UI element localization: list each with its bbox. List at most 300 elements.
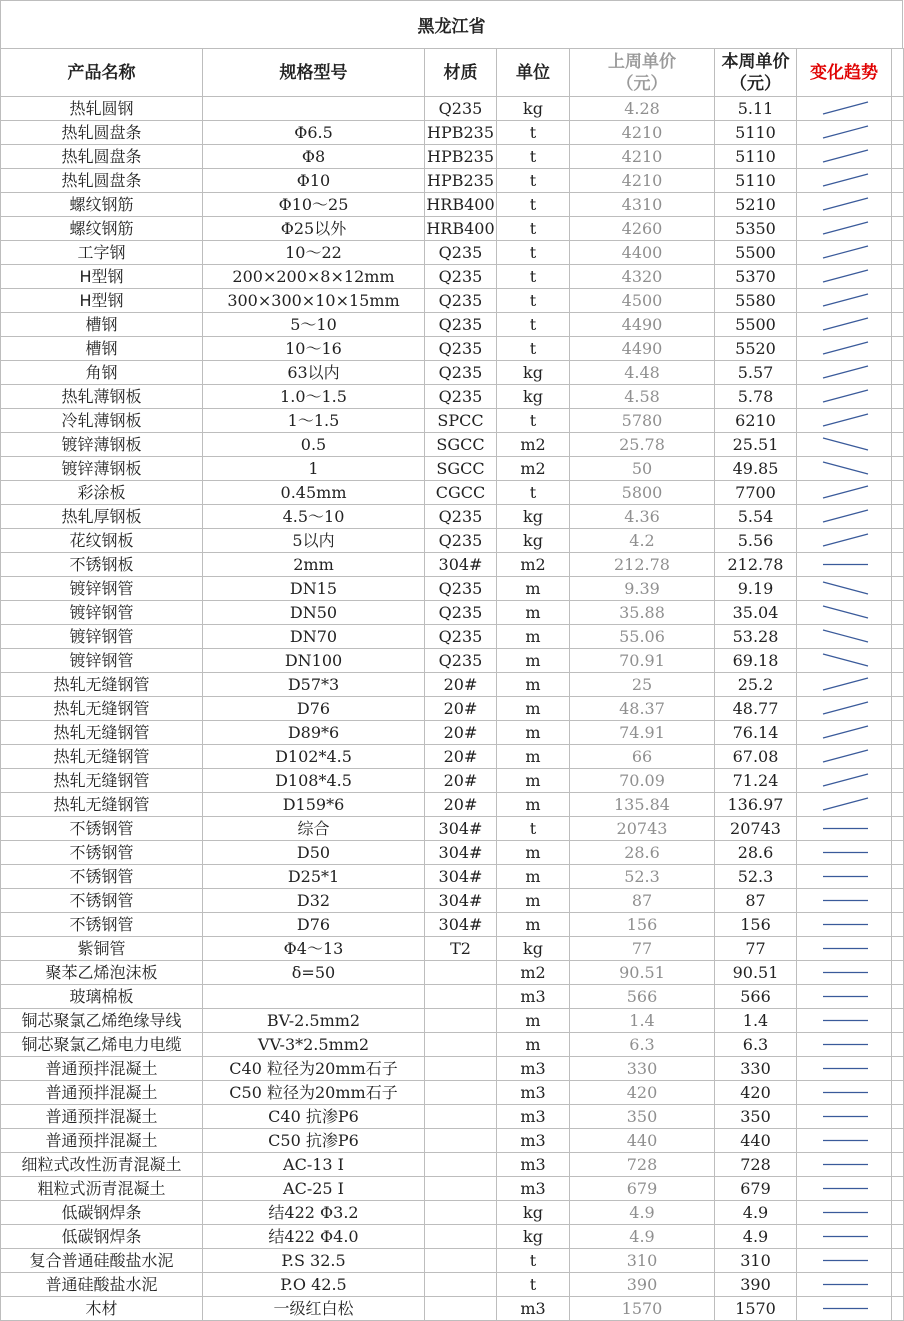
cell-name: H型钢 [1,289,203,313]
cell-curr-price: 5520 [715,337,797,361]
cell-spec: D25*1 [203,865,425,889]
cell-unit: m2 [497,553,570,577]
cell-prev-price: 4.2 [570,529,715,553]
cell-unit: m [497,601,570,625]
cell-trend [797,1177,892,1201]
table-row [1,265,904,289]
cell-curr-price: 350 [715,1105,797,1129]
cell-spec: P.S 32.5 [203,1249,425,1273]
cell-material: HPB235 [425,121,497,145]
cell-trend [797,457,892,481]
cell-name: 彩涂板 [1,481,203,505]
cell-spec: Φ10～25 [203,193,425,217]
trend-up-icon [797,217,892,240]
cell-trend [797,1201,892,1225]
cell-material: CGCC [425,481,497,505]
cell-material [425,1009,497,1033]
cell-name: 低碳钢焊条 [1,1225,203,1249]
header-name: 产品名称 [1,49,203,97]
table-row [1,409,904,433]
cell-material [425,1057,497,1081]
cell-spacer [892,937,904,961]
cell-name: 玻璃棉板 [1,985,203,1009]
table-row [1,313,904,337]
cell-spacer [892,1129,904,1153]
cell-spec: Φ4～13 [203,937,425,961]
cell-unit: m [497,721,570,745]
cell-name: 不锈钢板 [1,553,203,577]
cell-curr-price: 5500 [715,241,797,265]
cell-curr-price: 728 [715,1153,797,1177]
cell-spacer [892,1201,904,1225]
cell-material: T2 [425,937,497,961]
cell-spacer [892,553,904,577]
cell-spec: DN100 [203,649,425,673]
cell-trend [797,1297,892,1321]
cell-prev-price: 4310 [570,193,715,217]
cell-spacer [892,745,904,769]
cell-curr-price: 5.54 [715,505,797,529]
cell-material: 304# [425,889,497,913]
cell-name: 槽钢 [1,337,203,361]
table-row [1,889,904,913]
cell-prev-price: 4.58 [570,385,715,409]
table-row [1,433,904,457]
table-row [1,577,904,601]
cell-name: 热轧厚钢板 [1,505,203,529]
cell-trend [797,289,892,313]
table-row [1,721,904,745]
trend-line [823,702,868,714]
cell-name: 镀锌薄钢板 [1,457,203,481]
trend-flat-icon [797,1225,892,1248]
cell-spec: 10～16 [203,337,425,361]
trend-up-icon [797,385,892,408]
cell-spacer [892,313,904,337]
table-row [1,1129,904,1153]
cell-unit: m3 [497,985,570,1009]
cell-spacer [892,505,904,529]
cell-prev-price: 4490 [570,313,715,337]
cell-trend [797,169,892,193]
cell-spec: D32 [203,889,425,913]
trend-down-icon [797,433,892,456]
cell-material [425,1273,497,1297]
cell-prev-price: 77 [570,937,715,961]
cell-name: 热轧无缝钢管 [1,721,203,745]
cell-unit: m3 [497,1105,570,1129]
trend-flat-icon [797,985,892,1008]
cell-spec [203,985,425,1009]
cell-material: 304# [425,913,497,937]
cell-spacer [892,889,904,913]
table-row [1,289,904,313]
cell-material: HRB400 [425,193,497,217]
cell-spec: Φ8 [203,145,425,169]
cell-name: 热轧无缝钢管 [1,745,203,769]
cell-curr-price: 25.2 [715,673,797,697]
cell-name: 槽钢 [1,313,203,337]
cell-unit: kg [497,529,570,553]
cell-name: 热轧圆盘条 [1,145,203,169]
table-row [1,865,904,889]
header-prev-line1: 上周单价 [608,51,676,72]
cell-trend [797,817,892,841]
cell-spec: D102*4.5 [203,745,425,769]
cell-spec: AC-13 I [203,1153,425,1177]
trend-flat-icon [797,1081,892,1104]
cell-trend [797,1057,892,1081]
cell-curr-price: 25.51 [715,433,797,457]
cell-prev-price: 4.9 [570,1201,715,1225]
cell-trend [797,1129,892,1153]
cell-trend [797,913,892,937]
table-row [1,1033,904,1057]
table-row [1,649,904,673]
cell-unit: m [497,769,570,793]
cell-curr-price: 390 [715,1273,797,1297]
table-row [1,457,904,481]
cell-prev-price: 156 [570,913,715,937]
cell-trend [797,337,892,361]
cell-prev-price: 212.78 [570,553,715,577]
cell-unit: m [497,745,570,769]
cell-material: Q235 [425,361,497,385]
cell-material: HPB235 [425,145,497,169]
trend-flat-icon [797,841,892,864]
cell-spec: D159*6 [203,793,425,817]
table-row [1,1177,904,1201]
header-prev-price [570,49,715,97]
cell-material: 304# [425,817,497,841]
trend-flat-icon [797,961,892,984]
cell-trend [797,961,892,985]
cell-unit: t [497,265,570,289]
cell-spacer [892,913,904,937]
cell-unit: t [497,289,570,313]
cell-curr-price: 52.3 [715,865,797,889]
trend-flat-icon [797,913,892,936]
table-row [1,1081,904,1105]
cell-spec: 0.5 [203,433,425,457]
table-row [1,1249,904,1273]
cell-prev-price: 4260 [570,217,715,241]
cell-curr-price: 28.6 [715,841,797,865]
trend-line [823,654,868,666]
trend-up-icon [797,193,892,216]
cell-spacer [892,289,904,313]
trend-up-icon [797,721,892,744]
cell-spec: C50 抗渗P6 [203,1129,425,1153]
cell-spec: 1～1.5 [203,409,425,433]
cell-trend [797,841,892,865]
cell-prev-price: 9.39 [570,577,715,601]
cell-unit: t [497,817,570,841]
cell-spacer [892,1057,904,1081]
trend-up-icon [797,145,892,168]
cell-trend [797,385,892,409]
cell-curr-price: 5110 [715,169,797,193]
cell-material [425,1177,497,1201]
cell-prev-price: 390 [570,1273,715,1297]
cell-curr-price: 5350 [715,217,797,241]
cell-material: Q235 [425,337,497,361]
cell-spec: DN70 [203,625,425,649]
cell-unit: m2 [497,457,570,481]
cell-unit: m [497,841,570,865]
cell-spacer [892,457,904,481]
trend-down-icon [797,577,892,600]
cell-spacer [892,1225,904,1249]
cell-unit: m2 [497,433,570,457]
cell-spec: D76 [203,697,425,721]
cell-material [425,985,497,1009]
cell-trend [797,145,892,169]
table-row [1,193,904,217]
cell-name: 低碳钢焊条 [1,1201,203,1225]
cell-spacer [892,1297,904,1321]
trend-line [823,270,868,282]
cell-trend [797,1033,892,1057]
cell-material: SPCC [425,409,497,433]
trend-line [823,222,868,234]
trend-line [823,438,868,450]
cell-trend [797,313,892,337]
cell-unit: t [497,193,570,217]
cell-spacer [892,529,904,553]
cell-material: 20# [425,793,497,817]
cell-curr-price: 5110 [715,121,797,145]
trend-line [823,510,868,522]
cell-prev-price: 350 [570,1105,715,1129]
cell-name: 工字钢 [1,241,203,265]
trend-flat-icon [797,1153,892,1176]
cell-name: 螺纹钢筋 [1,217,203,241]
cell-material: SGCC [425,433,497,457]
header-spacer [892,49,904,97]
cell-spacer [892,985,904,1009]
cell-curr-price: 48.77 [715,697,797,721]
table-row [1,241,904,265]
cell-trend [797,745,892,769]
cell-spacer [892,193,904,217]
trend-flat-icon [797,817,892,840]
cell-material: Q235 [425,577,497,601]
cell-name: 螺纹钢筋 [1,193,203,217]
cell-unit: m [497,793,570,817]
cell-unit: m3 [497,1153,570,1177]
cell-prev-price: 20743 [570,817,715,841]
cell-spacer [892,817,904,841]
cell-spacer [892,601,904,625]
cell-trend [797,985,892,1009]
cell-spacer [892,1177,904,1201]
trend-up-icon [797,121,892,144]
cell-name: 镀锌薄钢板 [1,433,203,457]
cell-name: 普通预拌混凝土 [1,1081,203,1105]
cell-material: 304# [425,553,497,577]
trend-line [823,246,868,258]
cell-curr-price: 76.14 [715,721,797,745]
trend-flat-icon [797,1297,892,1320]
cell-spacer [892,385,904,409]
cell-material: Q235 [425,385,497,409]
cell-trend [797,361,892,385]
cell-material [425,1225,497,1249]
cell-curr-price: 212.78 [715,553,797,577]
cell-spacer [892,721,904,745]
cell-curr-price: 7700 [715,481,797,505]
cell-prev-price: 66 [570,745,715,769]
cell-trend [797,625,892,649]
cell-spec: 综合 [203,817,425,841]
header-spec: 规格型号 [203,49,425,97]
cell-name: 热轧圆盘条 [1,169,203,193]
cell-trend [797,1153,892,1177]
trend-down-icon [797,601,892,624]
cell-spacer [892,241,904,265]
cell-name: 紫铜管 [1,937,203,961]
cell-prev-price: 679 [570,1177,715,1201]
cell-spacer [892,769,904,793]
cell-name: 镀锌钢管 [1,601,203,625]
cell-unit: t [497,145,570,169]
cell-spec: D50 [203,841,425,865]
cell-trend [797,1105,892,1129]
trend-flat-icon [797,937,892,960]
cell-unit: m3 [497,1297,570,1321]
cell-spec: C50 粒径为20mm石子 [203,1081,425,1105]
cell-spec: P.O 42.5 [203,1273,425,1297]
cell-material [425,1081,497,1105]
trend-line [823,150,868,162]
cell-curr-price: 5.57 [715,361,797,385]
trend-flat-icon [797,1033,892,1056]
price-table [0,48,904,1321]
cell-curr-price: 6210 [715,409,797,433]
cell-spacer [892,1081,904,1105]
cell-unit: t [497,409,570,433]
cell-prev-price: 4210 [570,169,715,193]
cell-trend [797,1081,892,1105]
cell-material: Q235 [425,505,497,529]
header-material: 材质 [425,49,497,97]
trend-flat-icon [797,889,892,912]
trend-line [823,174,868,186]
cell-curr-price: 156 [715,913,797,937]
cell-prev-price: 420 [570,1081,715,1105]
cell-material: HRB400 [425,217,497,241]
cell-name: 镀锌钢管 [1,625,203,649]
cell-trend [797,553,892,577]
cell-trend [797,601,892,625]
cell-unit: kg [497,361,570,385]
cell-spec: D108*4.5 [203,769,425,793]
trend-up-icon [797,97,892,120]
table-row [1,673,904,697]
cell-curr-price: 87 [715,889,797,913]
cell-curr-price: 566 [715,985,797,1009]
header-curr-line1: 本周单价 [721,51,790,72]
trend-up-icon [797,529,892,552]
cell-spec: 10～22 [203,241,425,265]
table-row [1,361,904,385]
cell-curr-price: 5.78 [715,385,797,409]
cell-spacer [892,409,904,433]
header-row [1,49,904,97]
trend-flat-icon [797,865,892,888]
trend-line [823,294,868,306]
header-trend: 变化趋势 [797,49,892,97]
trend-line [823,678,868,690]
cell-trend [797,1273,892,1297]
cell-material [425,1297,497,1321]
cell-curr-price: 440 [715,1129,797,1153]
trend-line [823,750,868,762]
table-row [1,697,904,721]
cell-unit: m [497,697,570,721]
cell-spacer [892,1105,904,1129]
trend-line [823,462,868,474]
cell-prev-price: 70.09 [570,769,715,793]
cell-curr-price: 71.24 [715,769,797,793]
cell-prev-price: 4.28 [570,97,715,121]
cell-spec: Φ6.5 [203,121,425,145]
cell-trend [797,529,892,553]
cell-spec: 1.0～1.5 [203,385,425,409]
cell-name: 铜芯聚氯乙烯绝缘导线 [1,1009,203,1033]
table-row [1,97,904,121]
cell-prev-price: 4.48 [570,361,715,385]
cell-unit: t [497,337,570,361]
cell-trend [797,865,892,889]
table-body [1,97,904,1321]
cell-curr-price: 5500 [715,313,797,337]
cell-unit: kg [497,385,570,409]
trend-up-icon [797,697,892,720]
trend-flat-icon [797,553,892,576]
cell-material: Q235 [425,313,497,337]
trend-up-icon [797,481,892,504]
cell-spec: AC-25 I [203,1177,425,1201]
table-row [1,121,904,145]
cell-prev-price: 28.6 [570,841,715,865]
table-row [1,1009,904,1033]
trend-line [823,366,868,378]
cell-name: 不锈钢管 [1,913,203,937]
cell-trend [797,481,892,505]
cell-prev-price: 5780 [570,409,715,433]
cell-spacer [892,145,904,169]
table-row [1,481,904,505]
cell-trend [797,793,892,817]
cell-prev-price: 48.37 [570,697,715,721]
cell-material: Q235 [425,97,497,121]
cell-trend [797,97,892,121]
cell-spacer [892,625,904,649]
cell-spec: 5以内 [203,529,425,553]
table-row [1,1225,904,1249]
cell-curr-price: 69.18 [715,649,797,673]
cell-material: Q235 [425,649,497,673]
cell-name: 普通预拌混凝土 [1,1129,203,1153]
table-row [1,841,904,865]
cell-spec: 63以内 [203,361,425,385]
table-row [1,145,904,169]
cell-spec: δ=50 [203,961,425,985]
cell-prev-price: 728 [570,1153,715,1177]
cell-unit: m [497,673,570,697]
